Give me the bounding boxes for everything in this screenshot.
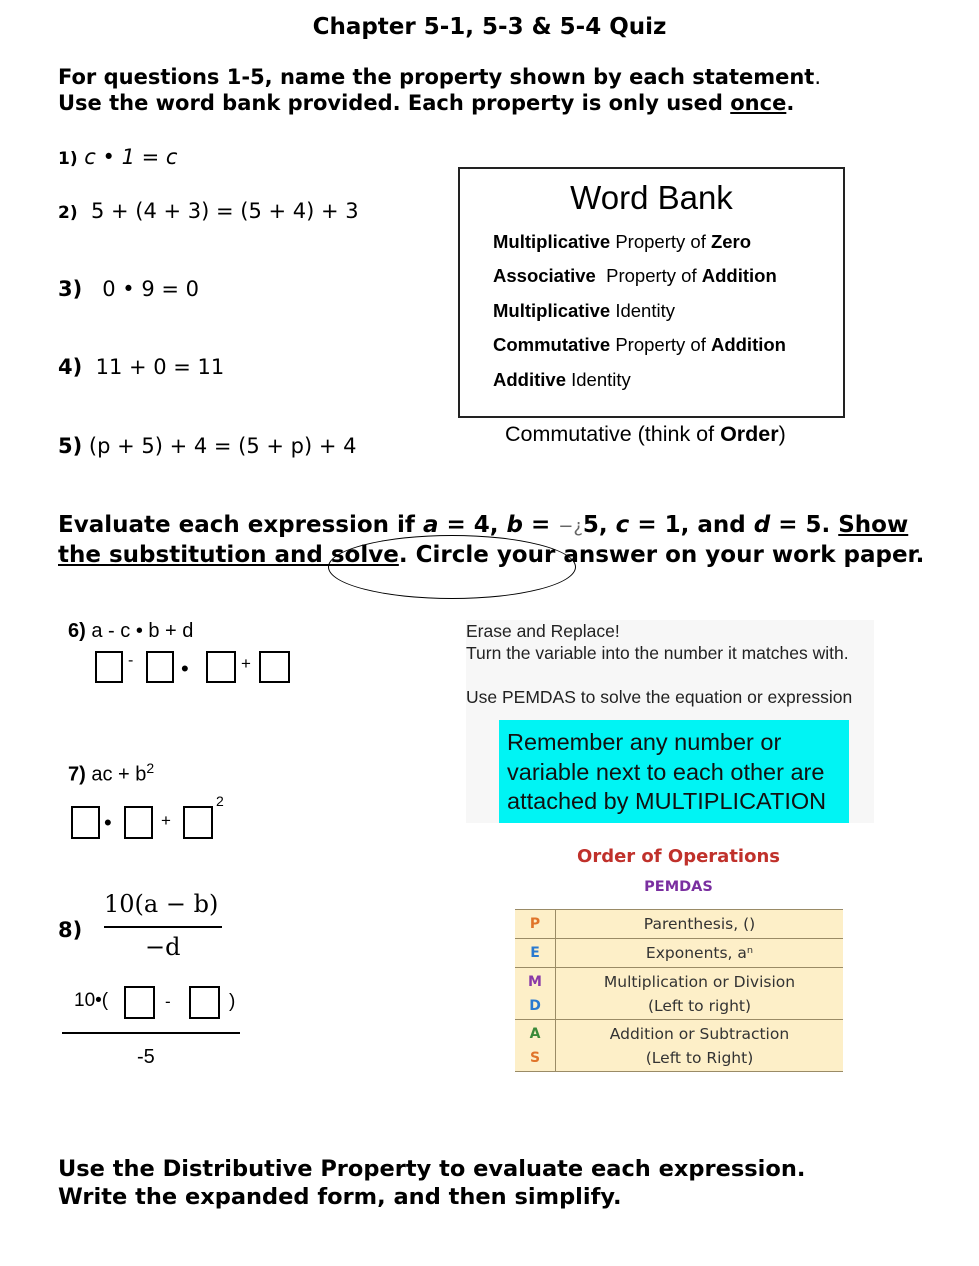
- tip-line: Turn the variable into the number it matches with.: [466, 643, 849, 663]
- pemdas-row: P Parenthesis, (): [515, 910, 843, 939]
- word-bank-item: Commutative Property of Addition: [493, 334, 786, 355]
- answer-box[interactable]: [124, 806, 153, 839]
- substitution-denominator: -5: [137, 1046, 155, 1068]
- commutative-hint: Commutative (think of Order): [505, 422, 786, 446]
- dot-sign: •: [104, 810, 112, 835]
- word-bank-item: Multiplicative Property of Zero: [493, 231, 752, 252]
- fraction-bar: [62, 1032, 240, 1034]
- instructions: For questions 1-5, name the property shown by each statement. Use the word bank provided. Each property is only used once.: [58, 65, 822, 115]
- order-of-operations-title: Order of Operations: [577, 846, 780, 867]
- fraction-bar: [104, 926, 222, 928]
- plus-sign: +: [161, 811, 171, 830]
- pemdas-row: E Exponents, aⁿ: [515, 939, 843, 968]
- answer-box[interactable]: [146, 651, 174, 683]
- once-underlined: once: [730, 91, 787, 115]
- close-paren: ): [229, 991, 236, 1012]
- multiplication-reminder: Remember any number or variable next to each other are attached by MULTIPLICATION: [499, 720, 849, 823]
- problem-8-denominator: −d: [145, 933, 181, 961]
- plus-sign: +: [241, 654, 251, 673]
- question-1: 1) c • 1 = c: [58, 145, 178, 169]
- question-2: 2) 5 + (4 + 3) = (5 + 4) + 3: [58, 199, 359, 223]
- answer-box[interactable]: [259, 651, 290, 683]
- tip-line: Use PEMDAS to solve the equation or expression: [466, 687, 853, 707]
- dot-sign: •: [181, 656, 189, 681]
- answer-box[interactable]: [124, 986, 155, 1019]
- pemdas-row: M D Multiplication or Division (Left to right): [515, 968, 843, 1020]
- answer-box[interactable]: [95, 651, 123, 683]
- problem-8-number: 8): [58, 918, 83, 942]
- instructions-line1: For questions 1-5, name the property shown by each statement: [58, 65, 815, 89]
- pemdas-subtitle: PEMDAS: [644, 879, 713, 895]
- answer-box[interactable]: [189, 986, 220, 1019]
- problem-7: 7) ac + $b^2$: [68, 760, 155, 786]
- exponent: 2: [216, 793, 224, 809]
- answer-box[interactable]: [183, 806, 213, 839]
- word-bank-item: Associative Property of Addition: [493, 265, 777, 286]
- question-5: 5) (p + 5) + 4 = (5 + p) + 4: [58, 434, 357, 458]
- substitution-prefix: 10•(: [74, 990, 109, 1011]
- question-4: 4) 11 + 0 = 11: [58, 355, 225, 379]
- distributive-instructions: Use the Distributive Property to evaluate each expression. Write the expanded form, and then simplify.: [58, 1156, 806, 1210]
- answer-box[interactable]: [206, 651, 236, 683]
- question-3: 3) 0 • 9 = 0: [58, 277, 200, 301]
- evaluate-instructions: Evaluate each expression if a = 4, b = −¿5, c = 1, and d = 5. Show the substitution and solve. Circle your answer on your work paper.: [58, 512, 925, 568]
- circle-annotation: [328, 535, 576, 599]
- problem-6: 6) a - c • b + d: [68, 620, 194, 642]
- pemdas-table: [515, 909, 843, 1072]
- quiz-title: Chapter 5-1, 5-3 & 5-4 Quiz: [312, 14, 667, 40]
- problem-8-numerator: 10(a − b): [104, 890, 219, 918]
- word-bank-title: Word Bank: [570, 179, 733, 216]
- word-bank: [458, 167, 845, 418]
- answer-box[interactable]: [71, 806, 100, 839]
- minus-sign: -: [128, 652, 134, 669]
- tip-line: Erase and Replace!: [466, 621, 620, 641]
- pemdas-row: A S Addition or Subtraction (Left to Right): [515, 1020, 843, 1072]
- instructions-line2: Use the word bank provided. Each property is only used: [58, 91, 731, 115]
- word-bank-item: Multiplicative Identity: [493, 300, 675, 321]
- minus-sign: -: [165, 992, 171, 1011]
- word-bank-item: Additive Identity: [493, 369, 631, 390]
